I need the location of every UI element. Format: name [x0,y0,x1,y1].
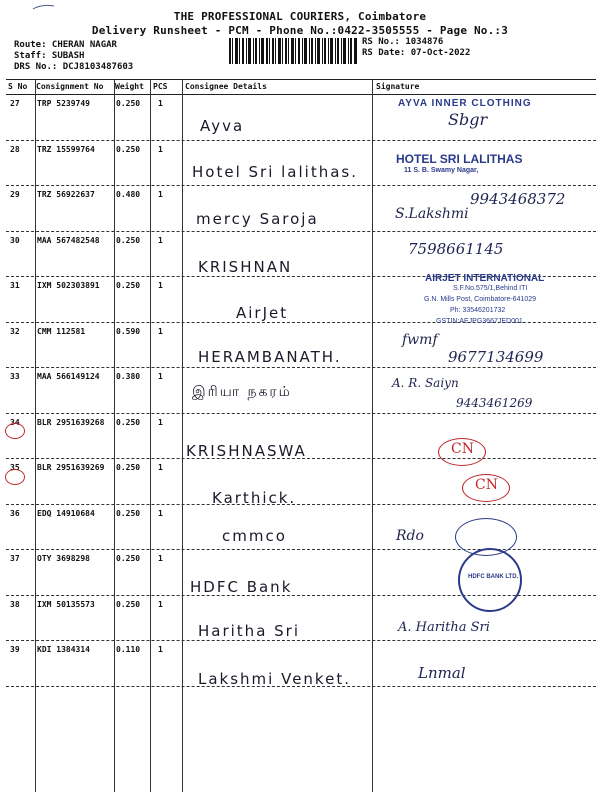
drs-number: DRS No.: DCJ8103487603 [14,62,134,72]
row-consignment-no: TRP 5239749 [37,99,90,108]
signature: Sbgr [448,110,488,129]
consignee-handwritten: AirJet [236,304,289,322]
phone-handwritten: 9443461269 [456,396,533,410]
airjet-stamp-line: Ph: 33546201732 [450,307,506,314]
consignee-handwritten: Ayva [200,117,245,135]
col-weight: Weight [115,82,144,91]
row-circle-mark [5,423,25,439]
row-pcs: 1 [158,326,163,336]
row-consignment-no: IXM 502303891 [37,281,100,290]
row-sno: 30 [10,235,20,245]
rs-number: RS No.: 1034876 [362,37,444,47]
phone-handwritten: 7598661145 [408,240,504,258]
row-pcs: 1 [158,463,163,472]
row-sno: 39 [10,645,20,654]
row-weight: 0.250 [116,235,141,245]
row-consignment-no: MAA 567482548 [37,235,100,245]
row-pcs: 1 [158,372,163,381]
hotel-stamp: HOTEL SRI LALITHAS [396,152,523,166]
row-weight: 0.590 [116,326,141,336]
table-head-line [6,94,596,95]
row-consignment-no: BLR 2951639268 [37,417,105,427]
hdfc-seal-text: HDFC BANK LTD. [468,574,519,580]
ayva-stamp: AYVA INNER CLOTHING [398,98,532,109]
col-signature: Signature [376,82,420,91]
row-weight: 0.380 [116,372,141,381]
hdfc-seal [458,548,522,612]
col-consignment: Consignment No [36,82,104,91]
row-weight: 0.480 [116,190,141,199]
consignee-handwritten: HERAMBANATH. [198,348,342,366]
company-title: THE PROFESSIONAL COURIERS, Coimbatore [173,10,427,23]
row-sno: 32 [10,326,20,336]
row-consignment-no: EDQ 14910684 [37,508,95,518]
row-consignment-no: MAA 566149124 [37,372,100,381]
row-weight: 0.250 [116,554,141,563]
runsheet-subtitle: Delivery Runsheet - PCM - Phone No.:0422-3505555 - Page No.:3 [91,24,509,37]
pen-scribble [32,3,56,11]
row-sno: 27 [10,99,20,108]
consignee-handwritten: Hotel Sri lalithas. [192,163,358,181]
signature: A. Haritha Sri [398,620,490,635]
consignee-handwritten: HDFC Bank [190,578,293,596]
row-divider [6,413,596,414]
signature: Lnmal [418,664,466,682]
row-weight: 0.250 [116,99,141,108]
consignee-handwritten: Haritha Sri [198,622,301,640]
row-pcs: 1 [158,417,163,427]
row-sno: 34 [10,417,20,427]
row-sno: 37 [10,554,20,563]
row-pcs: 1 [158,281,163,290]
row-sno: 35 [10,463,20,472]
row-consignment-no: TRZ 56922637 [37,190,95,199]
row-divider [6,640,596,641]
row-pcs: 1 [158,235,163,245]
consignee-handwritten: KRISHNASWA [186,442,307,460]
barcode [229,38,357,64]
row-pcs: 1 [158,645,163,654]
consignee-handwritten: mercy Saroja [196,210,319,228]
signature: Rdo [396,528,424,544]
row-divider [6,140,596,141]
consignee-handwritten: KRISHNAN [198,258,293,276]
consignee-handwritten: Lakshmi Venket. [198,670,351,688]
row-divider [6,367,596,368]
staff-label: Staff: SUBASH [14,51,85,61]
row-divider [6,504,596,505]
col-pcs: PCS [153,82,168,91]
consignee-handwritten: இரியா நகரம் [192,384,292,400]
row-sno: 28 [10,144,20,154]
row-sno: 38 [10,599,20,609]
row-consignment-no: CMM 112581 [37,326,86,336]
row-pcs: 1 [158,190,163,199]
table-header [6,80,596,94]
row-circle-mark [5,469,25,485]
row-consignment-no: BLR 2951639269 [37,463,105,472]
signature: fwmf [402,332,438,348]
airjet-stamp-line: G.N. Mills Post, Coimbatore-641029 [424,296,537,303]
consignee-handwritten: Karthick. [212,489,297,507]
row-consignment-no: OTY 3698298 [37,554,90,563]
col-sno: S No [8,82,28,91]
signature: S.Lakshmi [395,206,469,222]
row-pcs: 1 [158,554,163,563]
rs-date: RS Date: 07-Oct-2022 [362,48,471,58]
route-label: Route: CHERAN NAGAR [14,40,117,50]
row-consignment-no: IXM 50135573 [37,599,95,609]
row-consignment-no: KDI 1384314 [37,645,90,654]
row-sno: 36 [10,508,20,518]
row-sno: 31 [10,281,20,290]
signature: A. R. Saiyn [392,376,459,390]
row-pcs: 1 [158,508,163,518]
consignee-handwritten: cmmco [222,527,287,545]
row-weight: 0.250 [116,508,141,518]
airjet-stamp-line: S.F.No.575/1,Behind ITI [453,285,528,292]
row-divider [6,231,596,232]
row-sno: 29 [10,190,20,199]
row-sno: 33 [10,372,20,381]
row-consignment-no: TRZ 15599764 [37,144,95,154]
hotel-stamp-address: 11 S. B. Swamy Nagar, [404,167,479,174]
cn-mark-text: CN [451,441,474,457]
airjet-stamp: AIRJET INTERNATIONAL [425,273,545,284]
cn-mark-text: CN [475,477,498,493]
phone-handwritten: 9677134699 [448,348,544,366]
row-pcs: 1 [158,99,163,108]
row-weight: 0.250 [116,463,141,472]
row-weight: 0.110 [116,645,141,654]
row-pcs: 1 [158,144,163,154]
airjet-stamp-line: GSTIN:AEJPG3667JED001 [436,318,523,325]
phone-handwritten: 9943468372 [470,190,566,208]
row-weight: 0.250 [116,599,141,609]
col-consignee: Consignee Details [185,82,267,91]
row-weight: 0.250 [116,417,141,427]
row-divider [6,185,596,186]
row-weight: 0.250 [116,281,141,290]
row-pcs: 1 [158,599,163,609]
row-weight: 0.250 [116,144,141,154]
